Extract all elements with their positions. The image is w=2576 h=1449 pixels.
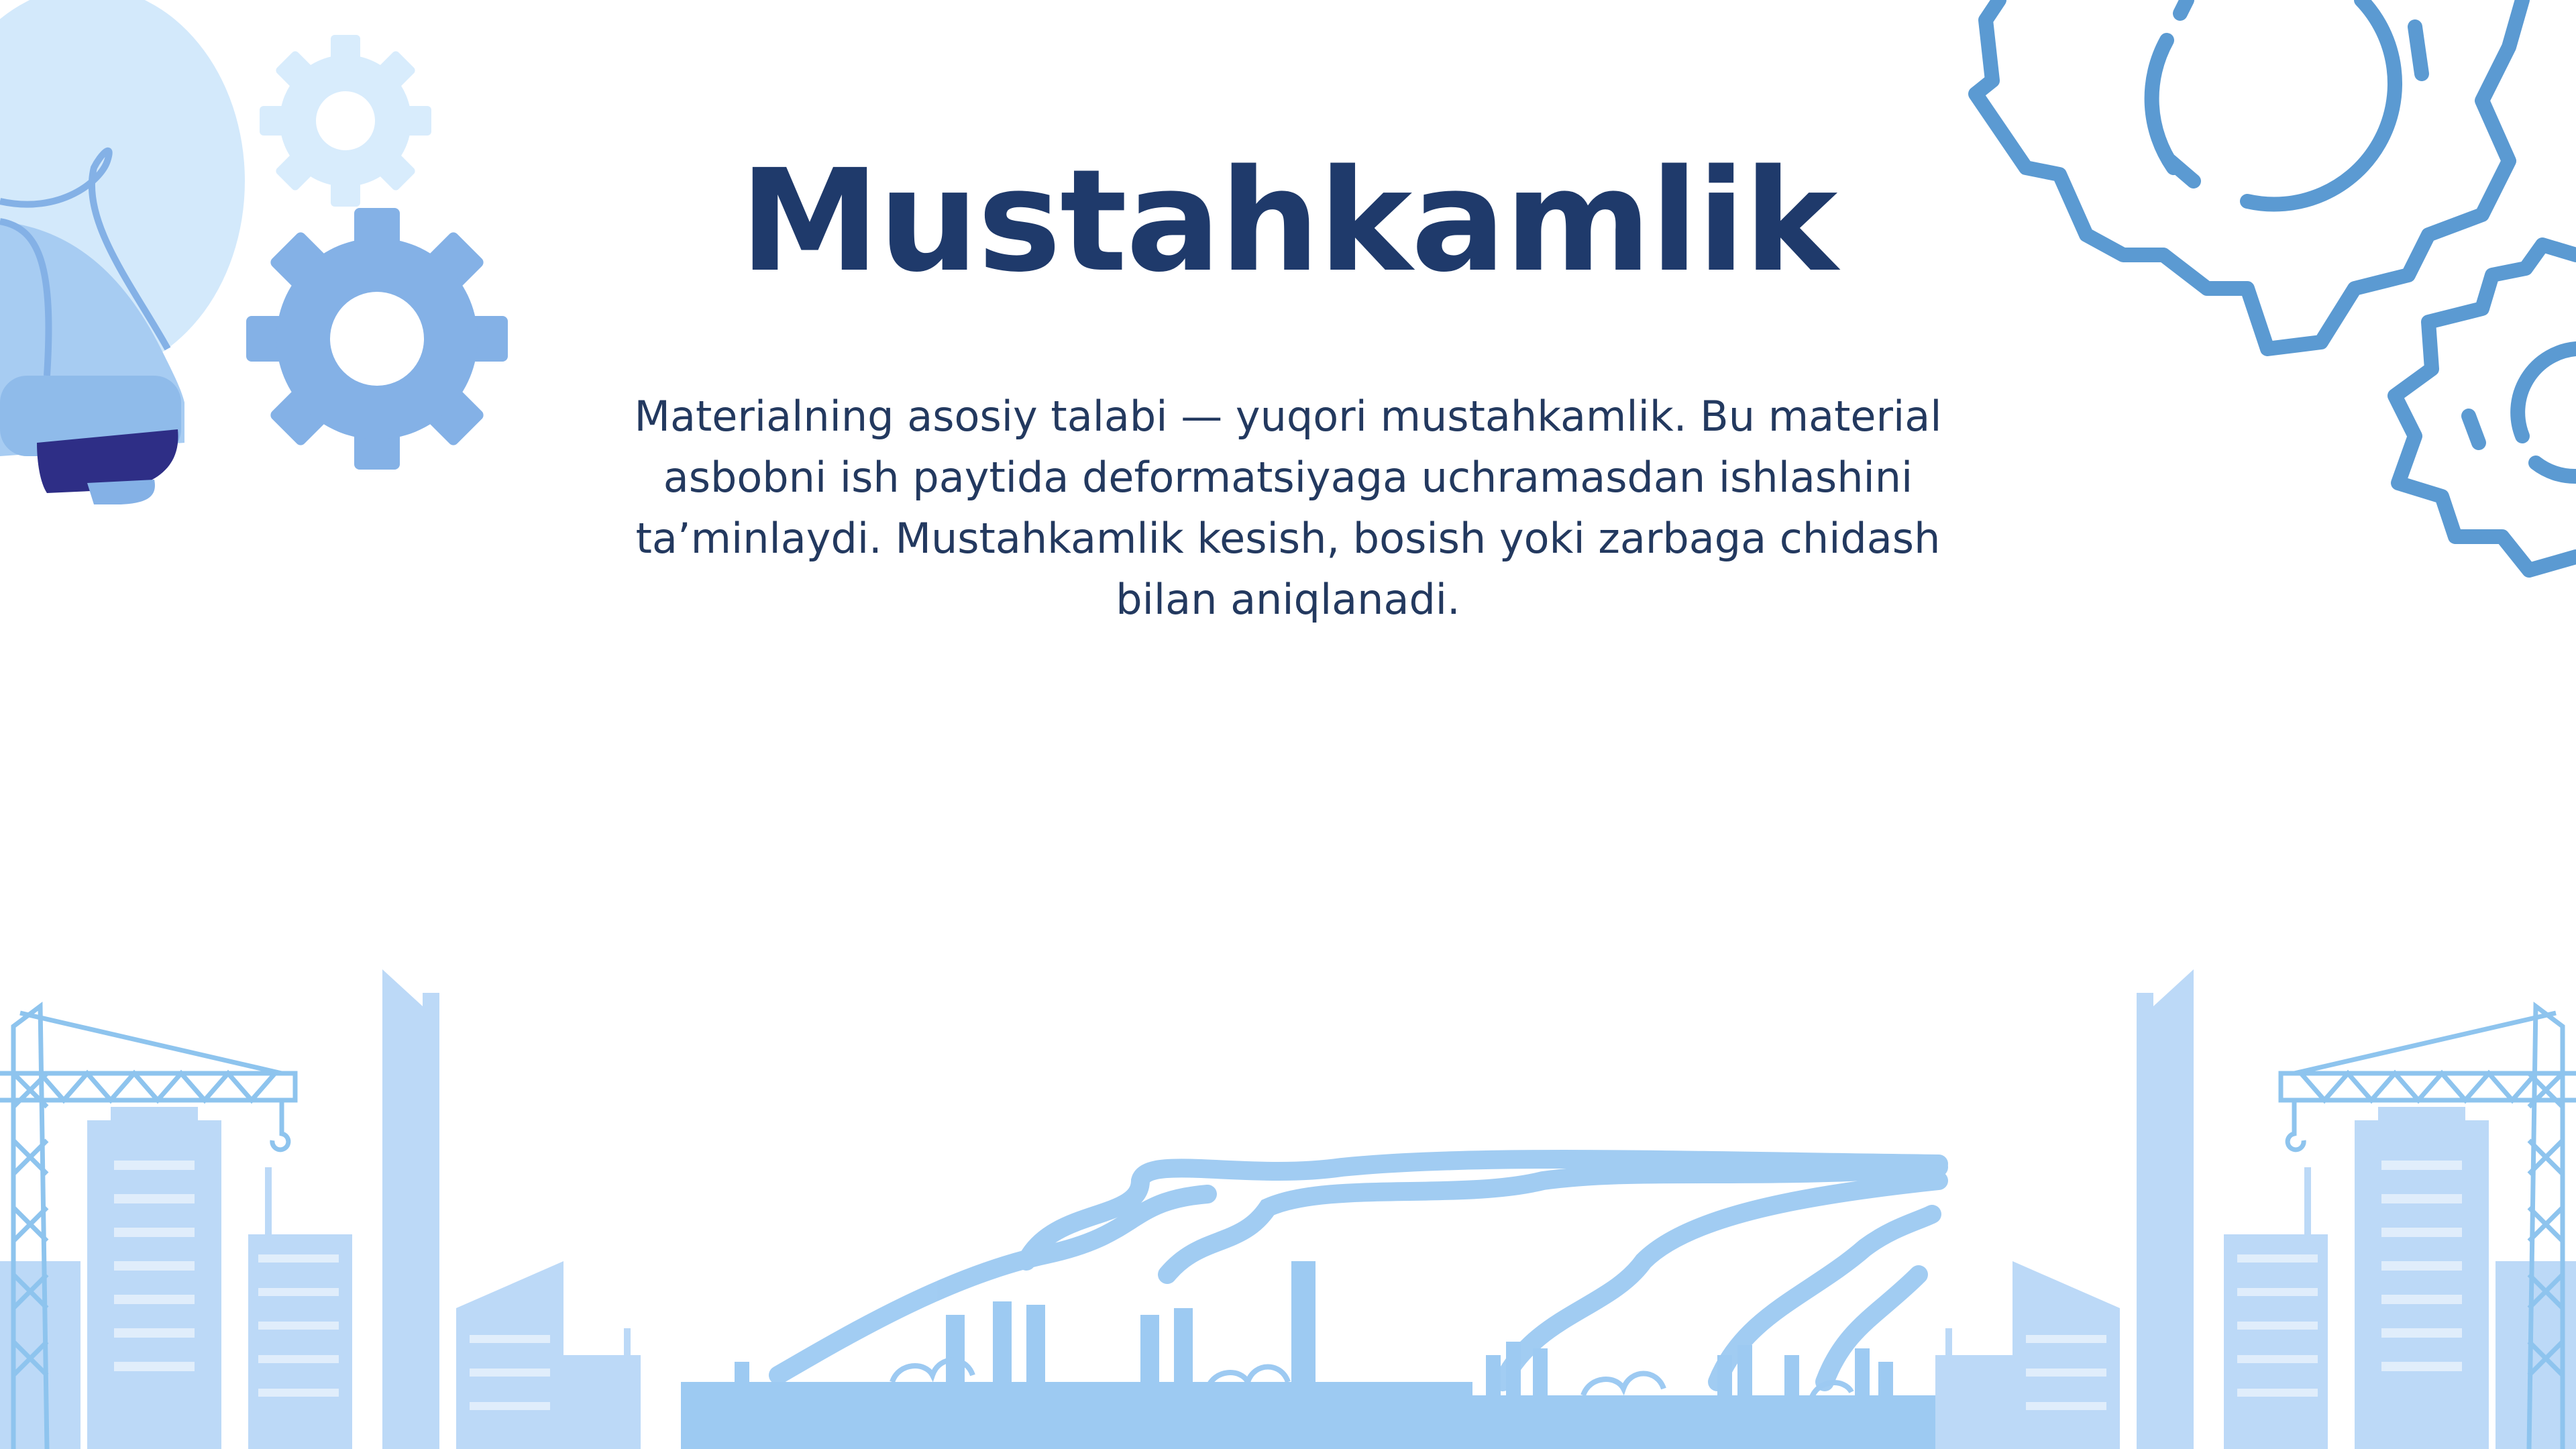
city-skyline-icon bbox=[0, 969, 641, 1449]
slide-body-text: Materialning asosiy talabi — yuqori mustahkamlik. Bu material asbobni ish paytida deformatsiyaga uchramasdan ishlashini ta’minlaydi. Mustahkamlik kesish, bosish yoki zarbaga chidash bilan aniqlanadi. bbox=[634, 392, 1942, 624]
city-skyline-icon bbox=[1935, 969, 2576, 1449]
factory-icon bbox=[681, 1159, 1939, 1449]
slide-title: Mustahkamlik bbox=[739, 139, 1837, 303]
